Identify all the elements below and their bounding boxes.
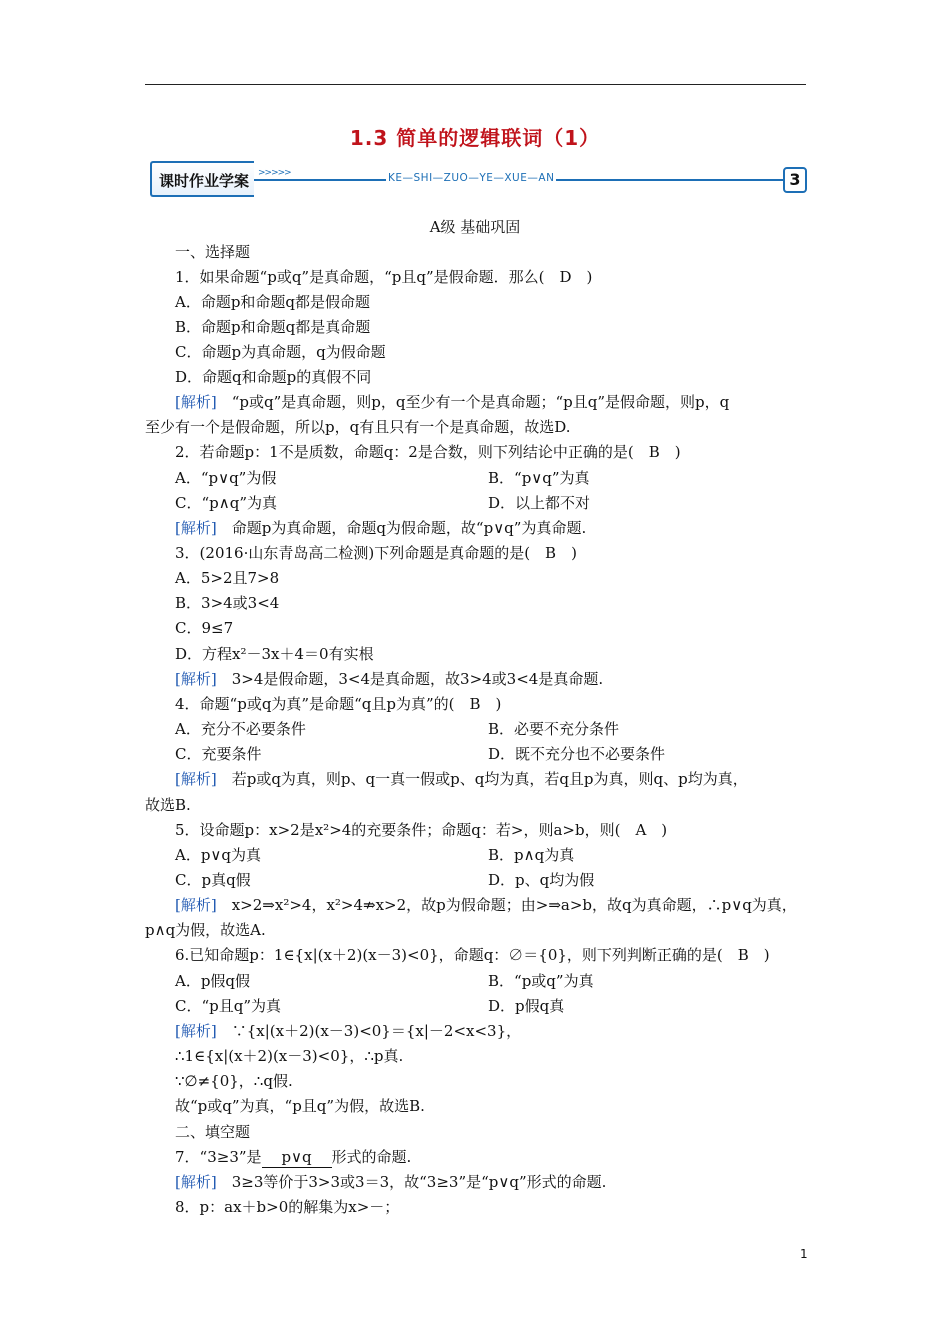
header-rule (145, 84, 806, 85)
banner-arrows: >>>>> (258, 168, 291, 178)
q6-option-c: C．“p且q”为真 (175, 997, 282, 1015)
section-banner (150, 159, 806, 199)
q6-exp-line1: ∵{x|(x＋2)(x－3)<0}＝{x|－2<x<3}， (216, 1022, 522, 1040)
q1-exp-line2: 至少有一个是假命题，所以p，q有且只有一个是真命题，故选D. (145, 418, 571, 436)
q2-exp-line1: 命题p为真命题，命题q为假命题，故“p∨q”为真命题. (216, 519, 587, 537)
explanation-tag: [解析] (175, 770, 217, 788)
q7-stem-post: 形式的命题. (331, 1148, 412, 1166)
explanation-tag: [解析] (175, 393, 217, 411)
q6-exp-line2: ∴1∈{x|(x＋2)(x－3)<0}，∴p真. (175, 1047, 404, 1065)
q1-option-a: A．命题p和命题q都是假命题 (175, 293, 371, 311)
q3-option-c: C．9≤7 (175, 619, 234, 637)
explanation-tag: [解析] (175, 519, 217, 537)
q3-option-b: B．3>4或3<4 (175, 594, 280, 612)
q1-option-b: B．命题p和命题q都是真命题 (175, 318, 371, 336)
q2-option-d: D．以上都不对 (488, 494, 591, 512)
q1-option-d: D．命题q和命题p的真假不同 (175, 368, 372, 386)
page-number: 1 (800, 1247, 808, 1261)
q5-stem: 5．设命题p：x>2是x²>4的充要条件；命题q：若>，则a>b，则( A ) (175, 821, 668, 839)
q6-exp-line3: ∵∅≠{0}，∴q假. (175, 1072, 293, 1090)
q6-option-b: B．“p或q”为真 (488, 972, 594, 990)
q2-stem: 2．若命题p：1不是质数，命题q：2是合数，则下列结论中正确的是( B ) (175, 443, 681, 461)
q2-option-b: B．“p∨q”为真 (488, 469, 590, 487)
section-heading-choice: 一、选择题 (175, 243, 251, 261)
q7-answer-blank: p∨q (262, 1147, 332, 1168)
q6-exp-line4: 故“p或q”为真，“p且q”为假，故选B. (175, 1097, 425, 1115)
section-heading-fill: 二、填空题 (175, 1123, 251, 1141)
q3-stem: 3．(2016·山东青岛高二检测)下列命题是真命题的是( B ) (175, 544, 577, 562)
q3-explanation (175, 669, 603, 689)
q3-exp-line1: 3>4是假命题，3<4是真命题，故3>4或3<4是真命题. (216, 670, 604, 688)
q4-option-b: B．必要不充分条件 (488, 720, 620, 738)
q1-exp-line1: “p或q”是真命题，则p，q至少有一个是真命题；“p且q”是假命题，则p，q (216, 393, 730, 411)
q8-stem: 8．p：ax＋b>0的解集为x>－； (175, 1198, 400, 1216)
q5-exp-line2: p∧q为假，故选A. (145, 921, 266, 939)
q4-exp-line2: 故选B. (145, 796, 191, 814)
q5-explanation (175, 895, 797, 915)
explanation-tag: [解析] (175, 1022, 217, 1040)
q3-option-a: A．5>2且7>8 (175, 569, 280, 587)
page-title: 1.3 简单的逻辑联词（1） (349, 126, 601, 150)
q1-stem: 1．如果命题“p或q”是真命题，“p且q”是假命题．那么( D ) (175, 268, 593, 286)
q5-option-d: D．p、q均为假 (488, 871, 595, 889)
q4-stem: 4．命题“p或q为真”是命题“q且p为真”的( B ) (175, 695, 502, 713)
explanation-tag: [解析] (175, 670, 217, 688)
q1-option-c: C．命题p为真命题，q为假命题 (175, 343, 386, 361)
q2-explanation (175, 518, 586, 538)
q7-stem (175, 1147, 411, 1168)
q6-explanation (175, 1021, 521, 1041)
q2-option-a: A．“p∨q”为假 (175, 469, 277, 487)
banner-number: 3 (783, 167, 807, 193)
q6-stem: 6.已知命题p：1∈{x|(x＋2)(x－3)<0}，命题q：∅＝{0}，则下列判断正确的是( B ) (175, 946, 770, 964)
q4-option-a: A．充分不必要条件 (175, 720, 306, 738)
explanation-tag: [解析] (175, 1173, 217, 1191)
q7-exp-line1: 3≥3等价于3>3或3＝3，故“3≥3”是“p∨q”形式的命题. (216, 1173, 607, 1191)
banner-box (150, 161, 254, 197)
q4-explanation (175, 769, 748, 789)
banner-pinyin: KE—SHI—ZUO—YE—XUE—AN (388, 172, 555, 184)
banner-label: 课时作业学案 (159, 172, 250, 190)
q6-option-d: D．p假q真 (488, 997, 565, 1015)
q4-option-d: D．既不充分也不必要条件 (488, 745, 666, 763)
explanation-tag: [解析] (175, 896, 217, 914)
q5-option-a: A．p∨q为真 (175, 846, 262, 864)
q5-option-c: C．p真q假 (175, 871, 251, 889)
q7-explanation (175, 1172, 606, 1192)
q7-stem-pre: 7．“3≥3”是 (175, 1148, 262, 1166)
q4-option-c: C．充要条件 (175, 745, 262, 763)
q4-exp-line1: 若p或q为真，则p、q一真一假或p、q均为真，若q且p为真，则q、p均为真， (216, 770, 748, 788)
q5-option-b: B．p∧q为真 (488, 846, 575, 864)
q2-option-c: C．“p∧q”为真 (175, 494, 277, 512)
q5-exp-line1: x>2⇒x²>4，x²>4⇏x>2，故p为假命题；由>⇒a>b，故q为真命题，∴p∨q为真， (216, 896, 797, 914)
q1-explanation (175, 392, 729, 412)
q3-option-d: D．方程x²－3x＋4＝0有实根 (175, 645, 374, 663)
q6-option-a: A．p假q假 (175, 972, 251, 990)
level-heading: A级 基础巩固 (429, 218, 521, 236)
